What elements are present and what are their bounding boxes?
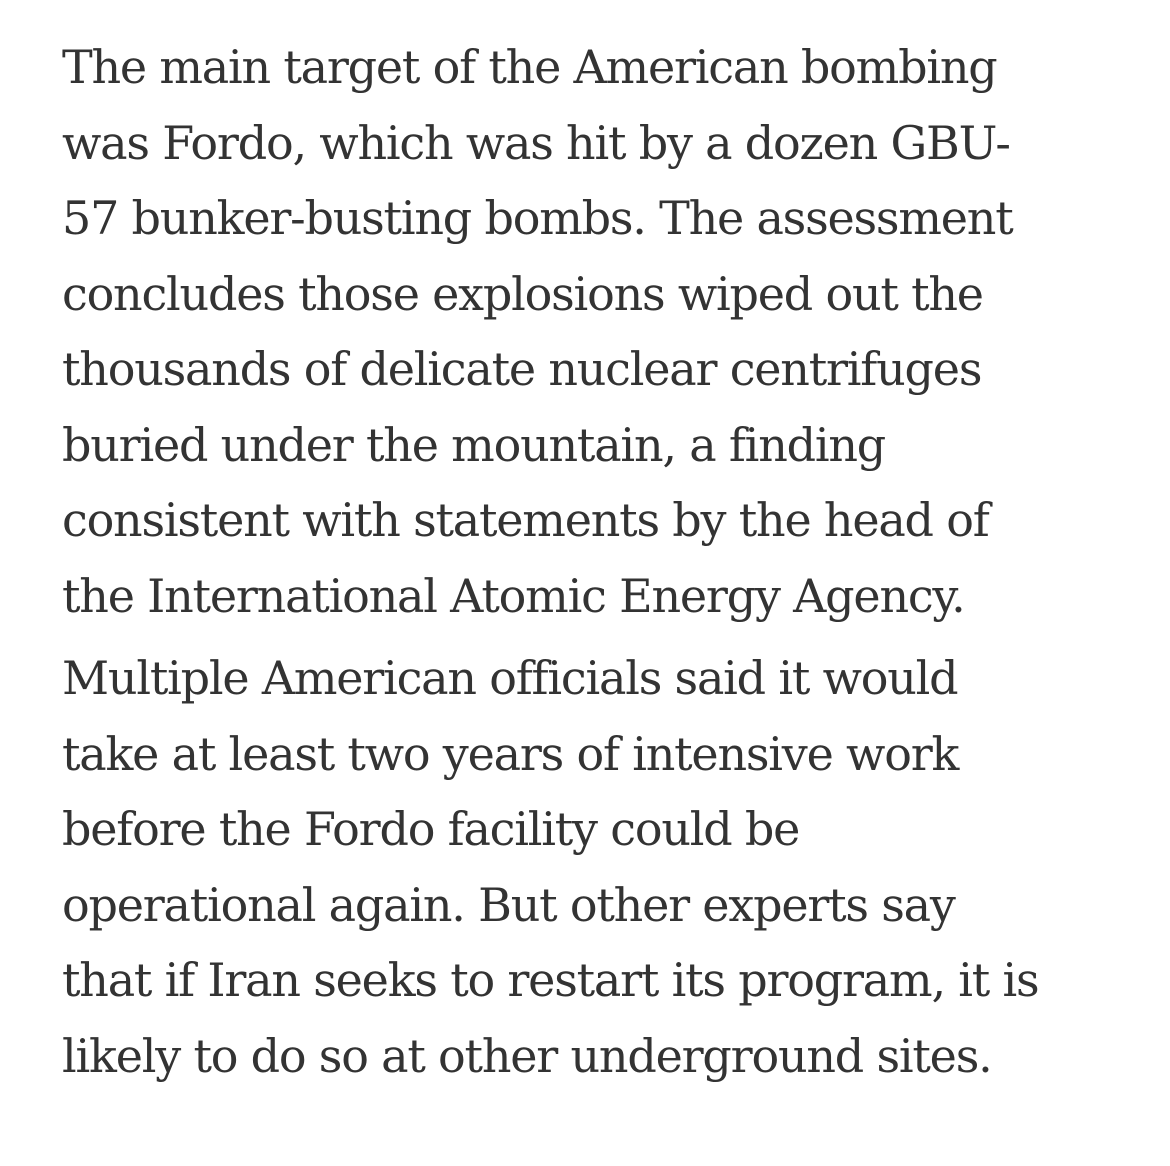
text-line: The main target of the American bombing xyxy=(62,40,997,94)
text-line: thousands of delicate nuclear centrifuges xyxy=(62,342,982,396)
text-line: likely to do so at other underground sites. xyxy=(62,1028,992,1083)
text-line: before the Fordo facility could be xyxy=(62,802,800,856)
text-line: that if Iran seeks to restart its program, it is xyxy=(62,953,1039,1007)
text-line: was Fordo, which was hit by a dozen GBU- xyxy=(62,115,1010,170)
text-line: buried under the mountain, a finding xyxy=(62,417,886,472)
text-line: concludes those explosions wiped out the xyxy=(62,266,983,321)
paragraph-official-estimates xyxy=(62,641,1152,1094)
text-line: operational again. But other experts say xyxy=(62,877,955,932)
text-line: 57 bunker-busting bombs. The assessment xyxy=(62,191,1013,245)
paragraph-fordo-target xyxy=(62,30,1152,634)
article-body xyxy=(62,30,1152,1094)
text-line: the International Atomic Energy Agency. xyxy=(62,568,965,623)
text-line: consistent with statements by the head of xyxy=(62,493,989,547)
text-line: Multiple American officials said it would xyxy=(62,651,958,705)
text-line: take at least two years of intensive work xyxy=(62,726,959,781)
